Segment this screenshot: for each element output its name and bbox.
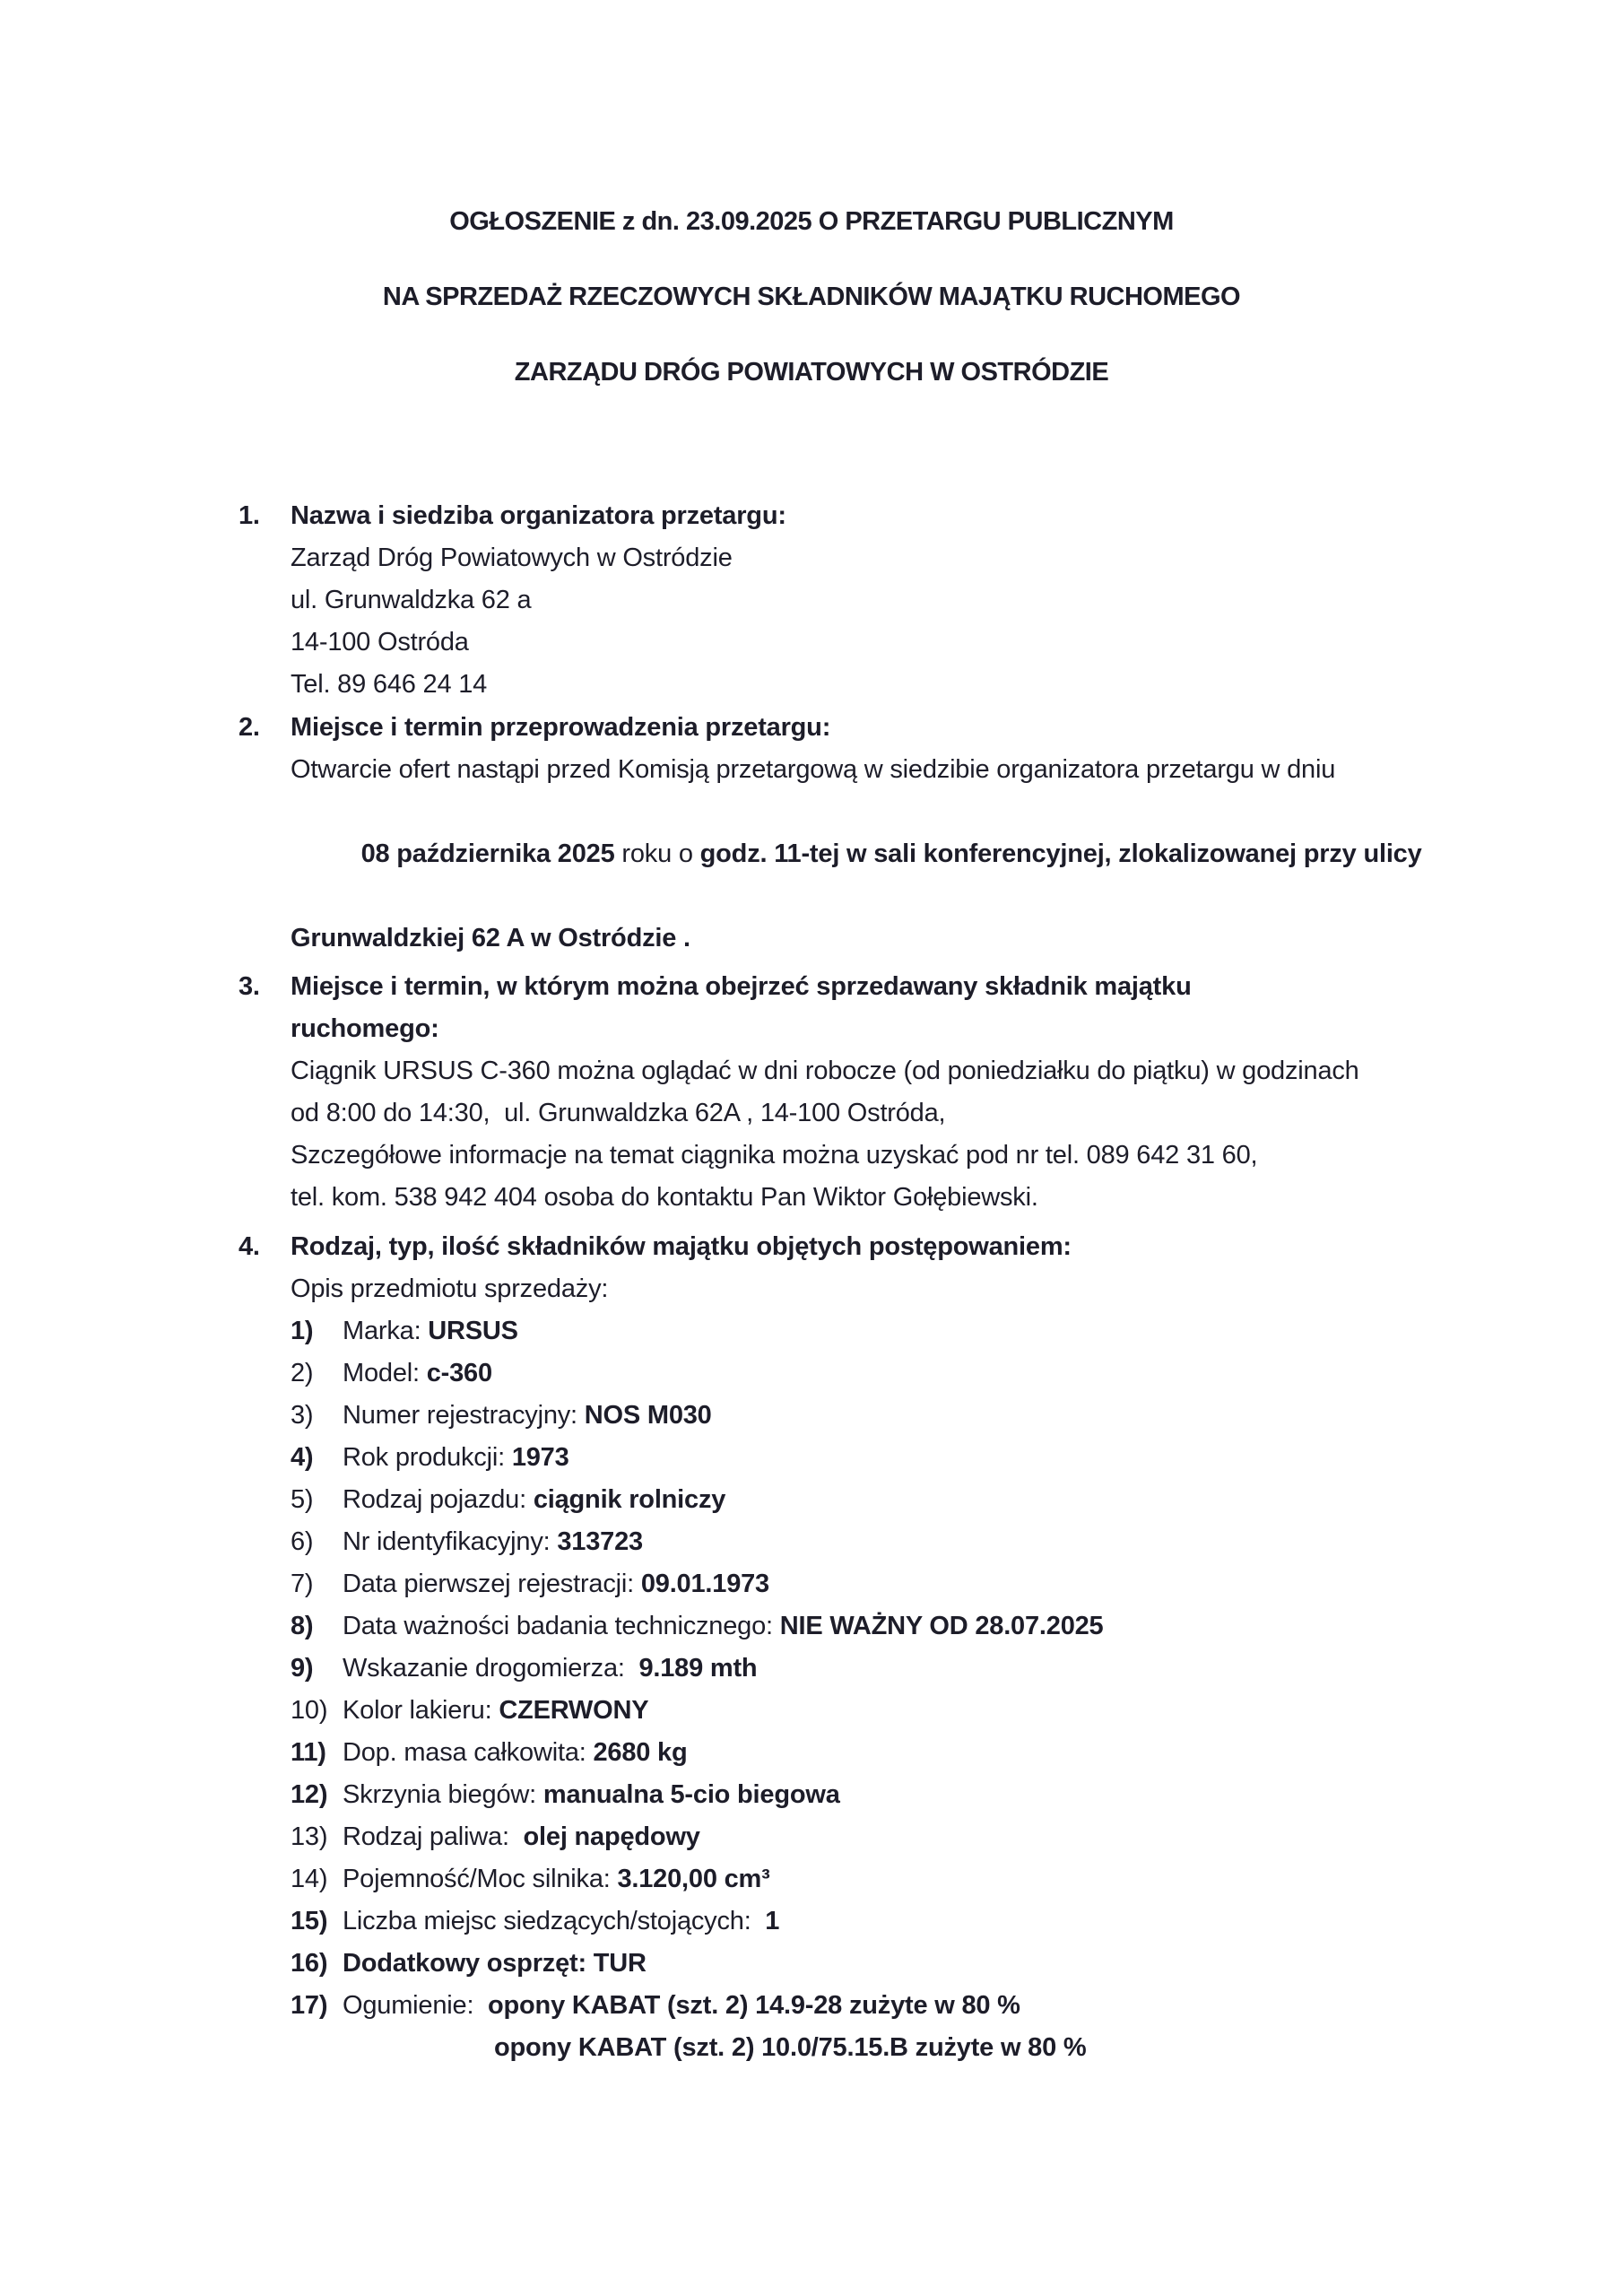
spec-item-12-value: manualna 5-cio biegowa <box>542 1780 840 1809</box>
spec-item-9-text <box>343 1648 757 1690</box>
viewing-info-line-2: od 8:00 do 14:30, ul. Grunwaldzka 62A , 14-100 Ostróda, <box>291 1099 946 1127</box>
section-1-content <box>291 495 1623 706</box>
section-2-heading: Miejsce i termin przeprowadzenia przetargu: <box>291 713 831 742</box>
section-1-number: 1. <box>239 501 260 530</box>
section-auction-place-time <box>239 707 1623 960</box>
auction-opening-line-2 <box>291 791 1623 918</box>
spec-item-8-value: NIE WAŻNY OD 28.07.2025 <box>779 1612 1104 1640</box>
organizer-name: Zarząd Dróg Powiatowych w Ostródzie <box>291 544 733 572</box>
section-4-content <box>291 1226 1623 2069</box>
spec-item-vehicle-type <box>291 1479 1623 1521</box>
spec-item-17-value: opony KABAT (szt. 2) 14.9-28 zużyte w 80 % <box>488 1991 1020 2020</box>
spec-item-1-number: 1) <box>291 1317 314 1345</box>
auction-date-connector: roku o <box>614 839 700 868</box>
section-3-heading-line-2: ruchomego: <box>291 1014 439 1043</box>
spec-item-3-text <box>343 1395 712 1437</box>
spec-item-7-label: Data pierwszej rejestracji: <box>343 1570 641 1598</box>
spec-item-5-label: Rodzaj pojazdu: <box>343 1485 534 1514</box>
spec-item-7-text <box>343 1563 769 1605</box>
spec-item-17-label: Ogumienie: <box>343 1991 489 2020</box>
auction-opening-line-1: Otwarcie ofert nastąpi przed Komisją przetargową w siedzibie organizatora przetargu w dniu <box>291 755 1336 784</box>
spec-item-first-registration-date <box>291 1563 1623 1605</box>
auction-opening-line-3: Grunwaldzkiej 62 A w Ostródzie . <box>291 924 690 952</box>
spec-item-14-value: 3.120,00 cm³ <box>617 1865 770 1893</box>
spec-item-9-number: 9) <box>291 1654 314 1683</box>
spec-item-1-value: URSUS <box>428 1317 518 1345</box>
organizer-city: 14-100 Ostróda <box>291 628 469 657</box>
spec-item-brand <box>291 1310 1623 1352</box>
spec-item-10-value: CZERWONY <box>499 1696 649 1725</box>
spec-item-10-text <box>343 1690 648 1732</box>
spec-item-2-number: 2) <box>291 1359 314 1387</box>
spec-item-4-value: 1973 <box>511 1443 569 1472</box>
spec-item-4-label: Rok produkcji: <box>343 1443 512 1472</box>
spec-item-2-text <box>343 1352 492 1395</box>
spec-item-7-number: 7) <box>291 1570 314 1598</box>
spec-item-8-number: 8) <box>291 1612 314 1640</box>
section-2-number: 2. <box>239 713 260 742</box>
spec-item-11-value: 2680 kg <box>593 1738 688 1767</box>
section-viewing-place-time <box>239 966 1623 1219</box>
auction-time-location: godz. 11-tej w sali konferencyjnej, zlokalizowanej przy ulicy <box>699 839 1422 868</box>
title-line-3: ZARZĄDU DRÓG POWIATOWYCH W OSTRÓDZIE <box>514 358 1109 387</box>
spec-item-13-label: Rodzaj paliwa: <box>343 1822 524 1851</box>
spec-item-model <box>291 1352 1623 1395</box>
spec-item-2-value: c-360 <box>426 1359 492 1387</box>
spec-item-4-number: 4) <box>291 1443 314 1472</box>
spec-item-15-label: Liczba miejsc siedzących/stojących: <box>343 1907 766 1935</box>
spec-item-4-text <box>343 1437 569 1479</box>
spec-item-3-number: 3) <box>291 1401 314 1430</box>
spec-item-tires <box>291 1985 1623 2027</box>
spec-item-11-number: 11) <box>291 1738 326 1767</box>
organizer-street: ul. Grunwaldzka 62 a <box>291 586 532 614</box>
title-line-2: NA SPRZEDAŻ RZECZOWYCH SKŁADNIKÓW MAJĄTKU RUCHOMEGO <box>382 283 1241 311</box>
spec-item-10-number: 10) <box>291 1696 328 1725</box>
section-asset-specification <box>239 1226 1623 2069</box>
spec-item-8-label: Data ważności badania technicznego: <box>343 1612 780 1640</box>
spec-item-6-label: Nr identyfikacyjny: <box>343 1527 558 1556</box>
spec-item-seats <box>291 1900 1623 1943</box>
title-line-1: OGŁOSZENIE z dn. 23.09.2025 O PRZETARGU PUBLICZNYM <box>449 207 1174 236</box>
spec-item-vin <box>291 1521 1623 1563</box>
spec-item-5-number: 5) <box>291 1485 314 1514</box>
section-2-content <box>291 707 1623 960</box>
spec-item-14-label: Pojemność/Moc silnika: <box>343 1865 618 1893</box>
spec-item-15-value: 1 <box>765 1907 780 1935</box>
section-organizer <box>239 495 1623 706</box>
document-body <box>0 495 1623 2069</box>
spec-item-gross-weight <box>291 1732 1623 1774</box>
spec-item-12-text <box>343 1774 840 1816</box>
spec-item-1-text <box>343 1310 518 1352</box>
spec-item-9-label: Wskazanie drogomierza: <box>343 1654 639 1683</box>
spec-item-3-value: NOS M030 <box>584 1401 712 1430</box>
spec-item-17-text <box>343 1985 1020 2027</box>
sale-description-intro: Opis przedmiotu sprzedaży: <box>291 1274 609 1303</box>
spec-item-12-label: Skrzynia biegów: <box>343 1780 543 1809</box>
auction-date: 08 października 2025 <box>360 839 615 868</box>
spec-item-extra-equipment <box>291 1943 1623 1985</box>
spec-item-7-value: 09.01.1973 <box>640 1570 769 1598</box>
section-4-number: 4. <box>239 1232 260 1261</box>
spec-item-16-number: 16) <box>291 1949 328 1978</box>
spec-item-10-label: Kolor lakieru: <box>343 1696 499 1725</box>
spec-item-fuel-type <box>291 1816 1623 1858</box>
spec-item-registration-number <box>291 1395 1623 1437</box>
contact-phone-line: Szczegółowe informacje na temat ciągnika można uzyskać pod nr tel. 089 642 31 60, <box>291 1141 1258 1170</box>
spec-item-17-value-line-2: opony KABAT (szt. 2) 10.0/75.15.B zużyte w 80 % <box>494 2033 1087 2062</box>
spec-item-15-number: 15) <box>291 1907 328 1935</box>
spec-item-odometer <box>291 1648 1623 1690</box>
spec-item-11-text <box>343 1732 688 1774</box>
spec-item-16-text <box>343 1943 647 1985</box>
spec-item-engine-capacity <box>291 1858 1623 1900</box>
spec-item-inspection-validity <box>291 1605 1623 1648</box>
spec-item-6-number: 6) <box>291 1527 314 1556</box>
spec-item-6-value: 313723 <box>557 1527 643 1556</box>
section-1-heading: Nazwa i siedziba organizatora przetargu: <box>291 501 786 530</box>
spec-item-6-text <box>343 1521 643 1563</box>
spec-item-13-number: 13) <box>291 1822 328 1851</box>
spec-item-14-text <box>343 1858 770 1900</box>
organizer-phone: Tel. 89 646 24 14 <box>291 670 488 699</box>
viewing-info-line-1: Ciągnik URSUS C-360 można oglądać w dni robocze (od poniedziałku do piątku) w godzinach <box>291 1057 1359 1085</box>
spec-item-3-label: Numer rejestracyjny: <box>343 1401 585 1430</box>
spec-item-16-label: Dodatkowy osprzęt: <box>343 1949 594 1978</box>
spec-item-9-value: 9.189 mth <box>638 1654 758 1683</box>
spec-item-15-text <box>343 1900 779 1943</box>
section-4-heading: Rodzaj, typ, ilość składników majątku objętych postępowaniem: <box>291 1232 1072 1261</box>
spec-item-1-label: Marka: <box>343 1317 429 1345</box>
spec-item-5-value: ciągnik rolniczy <box>533 1485 726 1514</box>
spec-item-5-text <box>343 1479 725 1521</box>
spec-item-8-text <box>343 1605 1103 1648</box>
spec-item-13-value: olej napędowy <box>523 1822 700 1851</box>
contact-person-line: tel. kom. 538 942 404 osoba do kontaktu Pan Wiktor Gołębiewski. <box>291 1183 1038 1212</box>
spec-item-11-label: Dop. masa całkowita: <box>343 1738 594 1767</box>
spec-item-2-label: Model: <box>343 1359 427 1387</box>
spec-item-12-number: 12) <box>291 1780 328 1809</box>
spec-item-paint-color <box>291 1690 1623 1732</box>
spec-item-tires-continuation <box>291 2027 1623 2069</box>
section-3-content <box>291 966 1623 1219</box>
spec-item-production-year <box>291 1437 1623 1479</box>
spec-item-13-text <box>343 1816 700 1858</box>
document-title <box>0 0 1623 410</box>
spec-item-16-value: TUR <box>593 1949 647 1978</box>
spec-item-17-number: 17) <box>291 1991 328 2020</box>
spec-item-gearbox <box>291 1774 1623 1816</box>
spec-item-14-number: 14) <box>291 1865 328 1893</box>
section-3-number: 3. <box>239 972 260 1001</box>
section-3-heading-line-1: Miejsce i termin, w którym można obejrzeć sprzedawany składnik majątku <box>291 972 1192 1001</box>
